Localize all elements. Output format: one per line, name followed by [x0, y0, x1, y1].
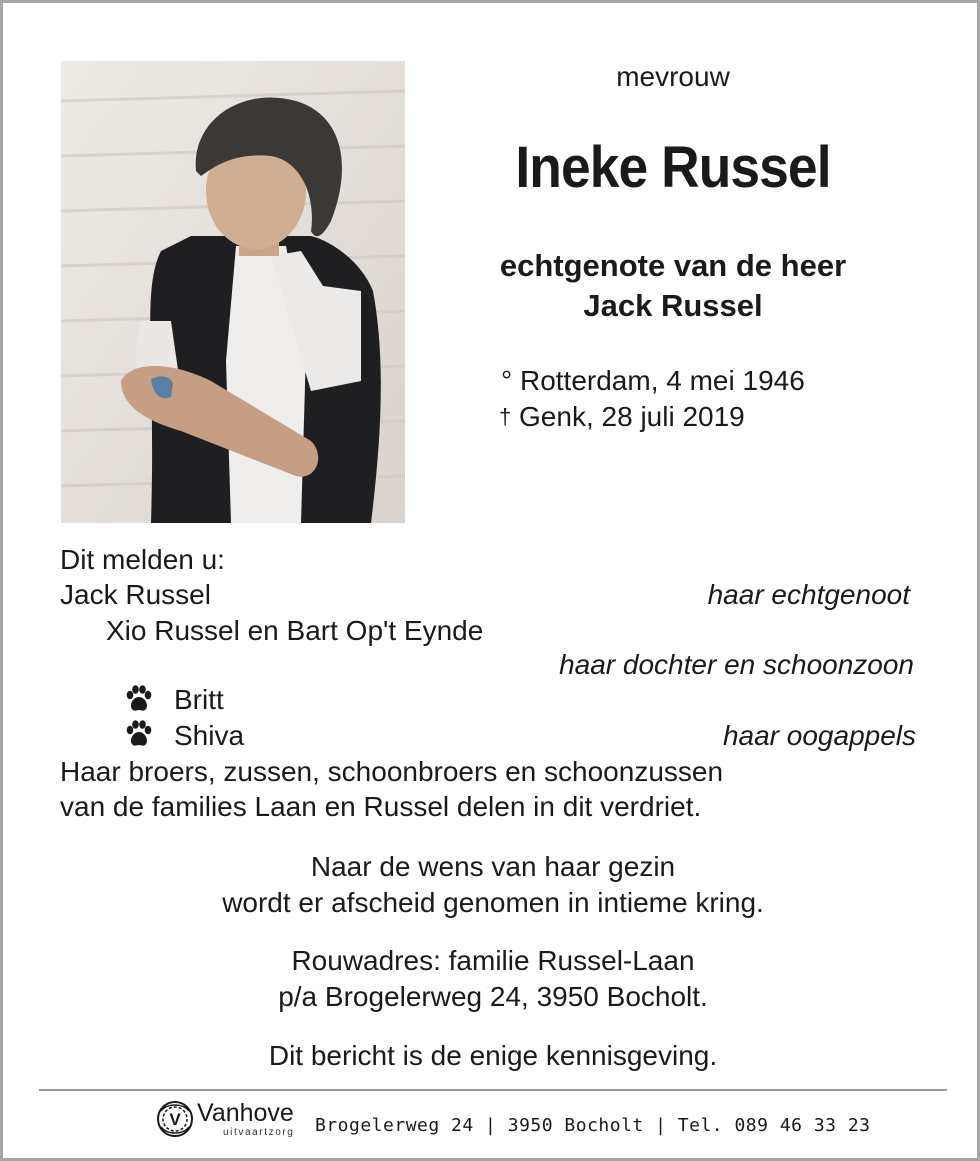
relation-line-1: echtgenote van de heer — [499, 248, 847, 283]
logo-letter: V — [169, 1110, 181, 1129]
paw-icon — [124, 685, 154, 713]
address-line-1: Rouwadres: familie Russel-Laan — [291, 945, 695, 976]
birth-info: ° Rotterdam, 4 mei 1946 — [501, 365, 805, 396]
farewell-line-2: wordt er afscheid genomen in intieme kring. — [222, 887, 764, 918]
cross-icon: † — [499, 404, 512, 429]
deceased-name: Ineke Russel — [515, 135, 831, 200]
announcer-name: Jack Russel — [60, 579, 211, 610]
death-info-text: Genk, 28 juli 2019 — [519, 401, 745, 432]
pet-name: Shiva — [174, 720, 245, 751]
vanhove-logo-icon — [153, 1097, 197, 1141]
footer-divider — [39, 1089, 947, 1091]
closing-line: Dit bericht is de enige kennisgeving. — [268, 1040, 718, 1071]
relation-line-2: Jack Russel — [583, 288, 763, 323]
brand-subtitle: uitvaartzorg — [223, 1127, 295, 1138]
death-info — [499, 400, 745, 436]
portrait-image — [61, 61, 405, 523]
announcer-relation: haar dochter en schoonzoon — [559, 649, 914, 680]
footer-contact: Brogelerweg 24 | 3950 Bocholt | Tel. 089 46 33 23 — [315, 1115, 871, 1136]
family-line-1: Haar broers, zussen, schoonbroers en schoonzussen — [60, 756, 724, 787]
announcer-relation: haar echtgenoot — [707, 579, 910, 610]
paw-icon — [124, 720, 154, 748]
announcer-name: Xio Russel en Bart Op't Eynde — [106, 615, 484, 646]
farewell-line-1: Naar de wens van haar gezin — [310, 851, 676, 882]
pet-name: Britt — [174, 684, 224, 715]
family-line-2: van de families Laan en Russel delen in dit verdriet. — [60, 791, 702, 822]
announcer-relation: haar oogappels — [722, 720, 916, 751]
brand-name: Vanhove — [197, 1099, 294, 1127]
announcers-intro: Dit melden u: — [60, 544, 225, 575]
salutation: mevrouw — [616, 61, 730, 92]
address-line-2: p/a Brogelerweg 24, 3950 Bocholt. — [278, 981, 708, 1012]
portrait-photo — [61, 61, 405, 523]
